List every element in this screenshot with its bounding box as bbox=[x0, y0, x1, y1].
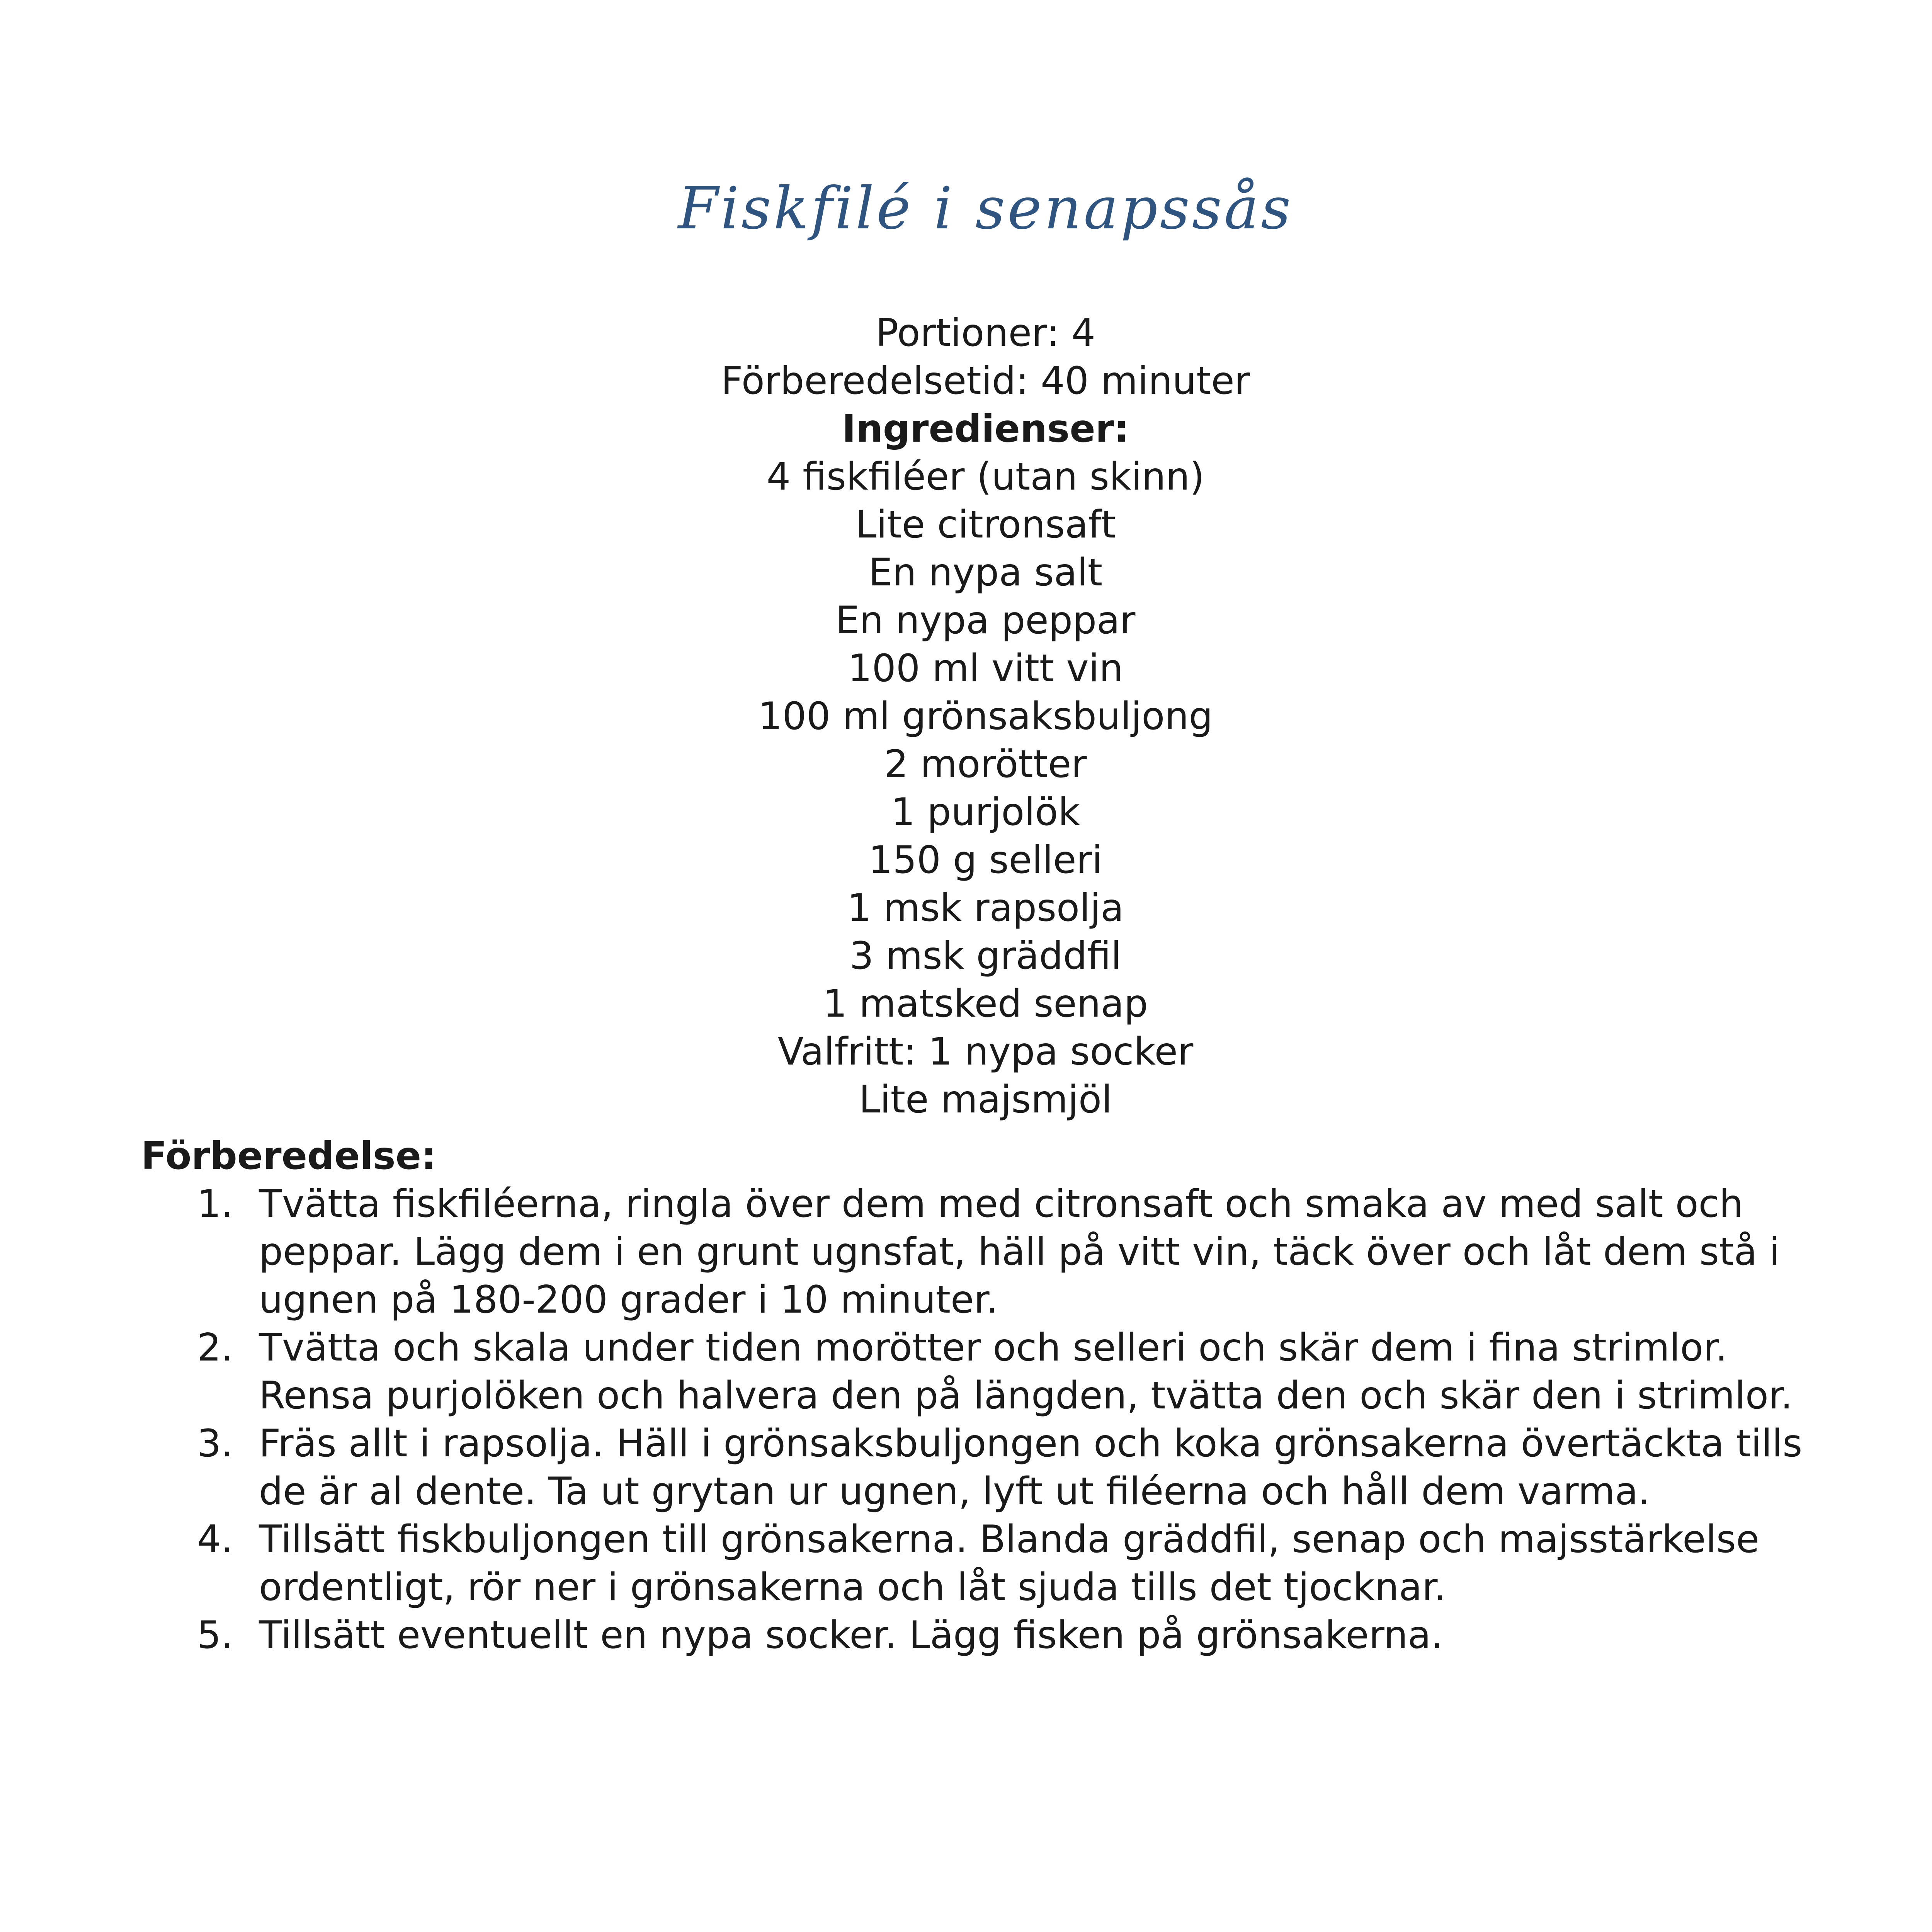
ingredient-item: 2 morötter bbox=[884, 742, 1087, 786]
recipe-meta bbox=[0, 309, 1932, 1124]
ingredient-item: 150 g selleri bbox=[868, 838, 1103, 882]
ingredient-item: 1 msk rapsolja bbox=[847, 886, 1124, 930]
step-item bbox=[141, 1420, 1803, 1515]
ingredient-item: En nypa peppar bbox=[835, 599, 1136, 643]
ingredient-item: 1 matsked senap bbox=[823, 982, 1148, 1026]
step-text: Fräs allt i rapsolja. Häll i grönsaksbuljongen och koka grönsakerna övertäckta tills de är al dente. Ta ut grytan ur ugnen, lyft ut filéerna och håll dem varma. bbox=[259, 1422, 1803, 1514]
ingredients-heading: Ingredienser: bbox=[842, 407, 1129, 451]
servings: Portioner: 4 bbox=[876, 311, 1095, 355]
ingredient-item: Lite citronsaft bbox=[855, 503, 1116, 547]
preparation-steps bbox=[141, 1180, 1803, 1659]
step-item bbox=[141, 1324, 1803, 1420]
step-item bbox=[141, 1611, 1803, 1659]
ingredient-item: 3 msk gräddfil bbox=[849, 934, 1122, 978]
step-text: Tvätta fiskfiléerna, ringla över dem med citronsaft och smaka av med salt och peppar. Lägg dem i en grunt ugnsfat, häll på vitt vin, täck över och låt dem stå i ugnen på 180-200 grader i 10 minuter. bbox=[259, 1182, 1780, 1322]
ingredient-item: 1 purjolök bbox=[891, 790, 1080, 834]
step-number: 2. bbox=[197, 1326, 233, 1370]
ingredient-item: 100 ml vitt vin bbox=[848, 646, 1123, 690]
ingredient-item: 4 fiskfiléer (utan skinn) bbox=[766, 455, 1205, 499]
prep-time: Förberedelsetid: 40 minuter bbox=[721, 359, 1250, 403]
step-number: 5. bbox=[197, 1613, 233, 1657]
step-text: Tillsätt eventuellt en nypa socker. Lägg fisken på grönsakerna. bbox=[259, 1613, 1443, 1657]
step-number: 1. bbox=[197, 1182, 233, 1226]
ingredient-item: En nypa salt bbox=[868, 551, 1103, 595]
ingredient-item: 100 ml grönsaksbuljong bbox=[758, 694, 1213, 738]
step-number: 3. bbox=[197, 1422, 233, 1466]
step-text: Tvätta och skala under tiden morötter och selleri och skär dem i fina strimlor. Rensa purjolöken och halvera den på längden, tvätta den och skär den i strimlor. bbox=[259, 1326, 1793, 1418]
ingredients-list bbox=[0, 453, 1932, 1124]
step-number: 4. bbox=[197, 1517, 233, 1561]
preparation-heading: Förberedelse: bbox=[141, 1134, 437, 1178]
step-item bbox=[141, 1515, 1803, 1611]
ingredient-item: Lite majsmjöl bbox=[859, 1078, 1112, 1122]
step-item bbox=[141, 1180, 1803, 1324]
recipe-title: Fiskfilé i senapssås bbox=[678, 175, 1293, 242]
ingredient-item: Valfritt: 1 nypa socker bbox=[777, 1030, 1194, 1074]
step-text: Tillsätt fiskbuljongen till grönsakerna. Blanda gräddfil, senap och majsstärkelse ordentligt, rör ner i grönsakerna och låt sjuda tills det tjocknar. bbox=[259, 1517, 1760, 1609]
